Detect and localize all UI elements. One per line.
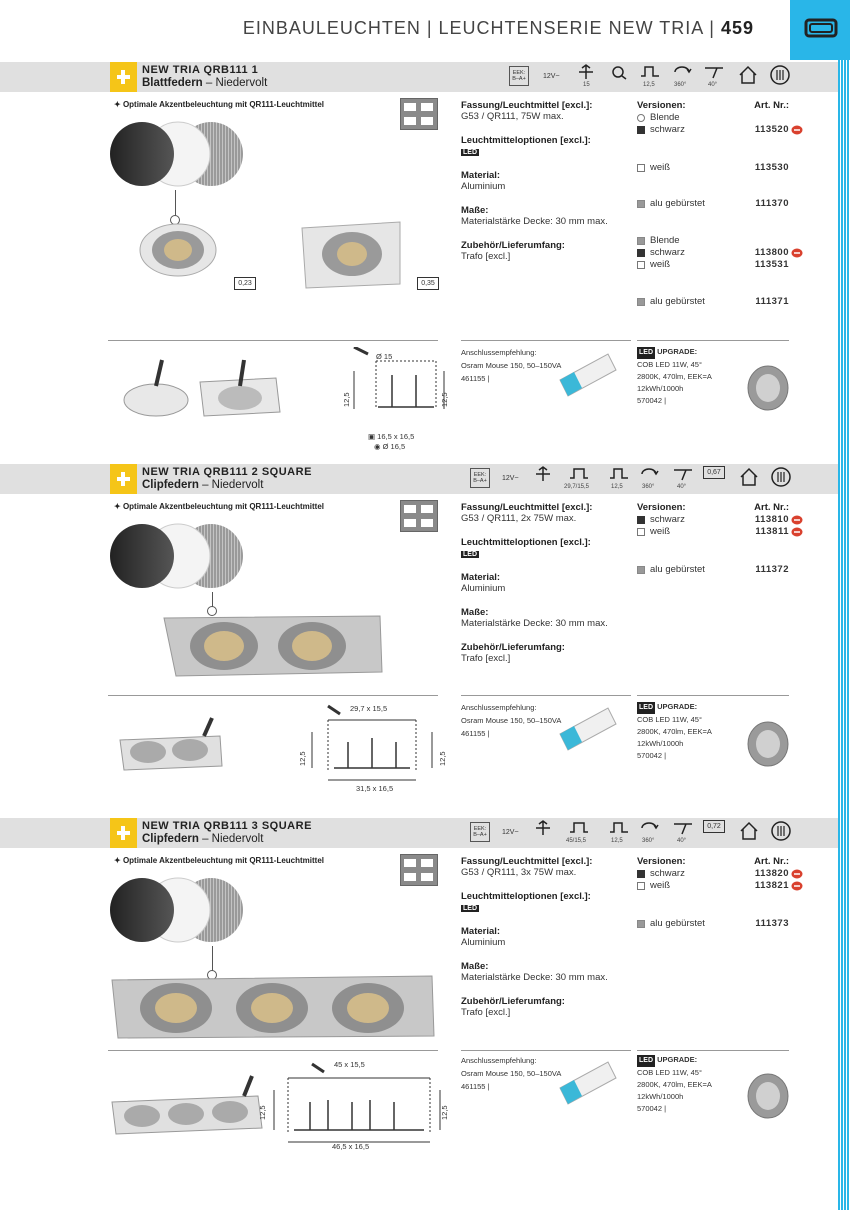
spec-label-options: Leuchtmitteloptionen [excl.]: bbox=[461, 891, 591, 902]
swatch-connector bbox=[212, 946, 213, 972]
property-icons bbox=[466, 820, 806, 846]
versions-table bbox=[637, 856, 807, 976]
spec-label-fassung: Fassung/Leuchtmittel [excl.]: bbox=[461, 856, 593, 867]
spec-value-material: Aluminium bbox=[461, 583, 506, 594]
new-product-icon bbox=[791, 515, 803, 525]
page-number: 459 bbox=[720, 18, 754, 38]
mounting-images bbox=[116, 352, 288, 420]
dim-height-left: 12,5 bbox=[342, 392, 351, 407]
product-title: NEW TRIA QRB111 1 bbox=[142, 64, 259, 76]
dim-size: 46,5 x 16,5 bbox=[332, 1142, 370, 1151]
new-product-icon bbox=[791, 125, 803, 135]
version-row: weiß 113531 bbox=[637, 259, 807, 271]
weight-square: 0,35 bbox=[417, 270, 439, 290]
depth-label: 12,5 bbox=[643, 82, 655, 88]
voltage-label: 12V~ bbox=[543, 73, 560, 80]
page-edge-stripes bbox=[838, 60, 850, 1210]
product-title: NEW TRIA QRB111 2 SQUARE bbox=[142, 466, 312, 478]
transformer-image bbox=[556, 704, 618, 756]
article-header: Art. Nr.: bbox=[754, 502, 789, 513]
energy-class-icon: EEK: B–A+ bbox=[470, 468, 490, 488]
product-title: NEW TRIA QRB111 3 SQUARE bbox=[142, 820, 312, 832]
feature-text: ✦ Optimale Akzentbeleuchtung mit QR111-Leuchtmittel bbox=[114, 100, 325, 109]
spec-label-masse: Maße: bbox=[461, 205, 489, 216]
feature-text: ✦ Optimale Akzentbeleuchtung mit QR111-Leuchtmittel bbox=[114, 502, 325, 511]
led-badge: LED bbox=[463, 905, 477, 912]
spec-value-fassung: G53 / QR111, 75W max. bbox=[461, 111, 564, 122]
spec-value-fassung: G53 / QR111, 2x 75W max. bbox=[461, 513, 577, 524]
transformer-recommendation: Anschlussempfehlung: Osram Mouse 150, 50–150VA 461155 | bbox=[461, 348, 562, 383]
protection-class-icon bbox=[768, 820, 794, 846]
product-section-2 bbox=[0, 464, 838, 814]
transformer-recommendation: Anschlussempfehlung: Osram Mouse 150, 50–150VA 461155 | bbox=[461, 703, 562, 738]
version-row: weiß 113530 bbox=[637, 162, 807, 174]
version-row: alu gebürstet 111370 bbox=[637, 198, 807, 210]
plus-icon bbox=[110, 464, 137, 494]
color-swatches bbox=[108, 120, 248, 190]
versions-header: Versionen: bbox=[637, 100, 686, 111]
transformer-recommendation: Anschlussempfehlung: Osram Mouse 150, 50–150VA 461155 | bbox=[461, 1056, 562, 1091]
article-header: Art. Nr.: bbox=[754, 856, 789, 867]
plus-icon bbox=[110, 818, 137, 848]
product-subtitle: Clipfedern – Niedervolt bbox=[142, 833, 264, 845]
led-lamp-image bbox=[744, 720, 792, 768]
led-upgrade: LED UPGRADE: COB LED 11W, 45° 2800K, 470lm, EEK=A 12kWh/1000h 570042 | bbox=[637, 347, 712, 405]
spec-block bbox=[461, 100, 631, 262]
dim-height-left: 12,5 bbox=[258, 1105, 267, 1120]
spec-value-masse: Materialstärke Decke: 30 mm max. bbox=[461, 216, 608, 227]
spec-label-zubehoer: Zubehör/Lieferumfang: bbox=[461, 996, 565, 1007]
lamp-type-icons bbox=[400, 500, 438, 532]
spec-label-options: Leuchtmitteloptionen [excl.]: bbox=[461, 135, 591, 146]
spec-block bbox=[461, 856, 631, 1018]
dim-cutout: 45 x 15,5 bbox=[334, 1060, 365, 1069]
version-row: weiß 113821 bbox=[637, 880, 807, 892]
cutout-size-icon bbox=[530, 820, 556, 846]
dimension-drawing bbox=[254, 1060, 450, 1144]
spec-value-material: Aluminium bbox=[461, 181, 506, 192]
led-badge: LED bbox=[463, 149, 477, 156]
led-lamp-image bbox=[744, 1072, 792, 1120]
new-product-icon bbox=[791, 869, 803, 879]
version-row: alu gebürstet 111372 bbox=[637, 564, 807, 576]
spec-label-zubehoer: Zubehör/Lieferumfang: bbox=[461, 642, 565, 653]
dim-size-square: ▣ 16,5 x 16,5 bbox=[368, 432, 415, 441]
lamp-type-icons bbox=[400, 98, 438, 130]
version-row: alu gebürstet 111373 bbox=[637, 918, 807, 930]
product-subtitle: Clipfedern – Niedervolt bbox=[142, 479, 264, 491]
versions-header: Versionen: bbox=[637, 502, 686, 513]
swivel-label: 360° bbox=[642, 484, 655, 490]
product-section-3 bbox=[0, 818, 838, 1168]
cutout-label: 45/15,5 bbox=[566, 838, 587, 844]
spec-label-zubehoer: Zubehör/Lieferumfang: bbox=[461, 240, 565, 251]
cutout-label: 15 bbox=[583, 82, 590, 88]
divider bbox=[461, 340, 631, 341]
dim-cutout: 29,7 x 15,5 bbox=[350, 704, 388, 713]
divider bbox=[108, 695, 438, 696]
new-product-icon bbox=[791, 881, 803, 891]
cutout-size-icon bbox=[530, 466, 556, 492]
round-fixture-image bbox=[138, 220, 218, 278]
transformer-image bbox=[556, 350, 618, 402]
spec-label-material: Material: bbox=[461, 170, 501, 181]
tilt-label: 40° bbox=[708, 82, 718, 88]
protection-class-icon bbox=[767, 64, 793, 90]
led-upgrade: LED UPGRADE: COB LED 11W, 45° 2800K, 470lm, EEK=A 12kWh/1000h 570042 | bbox=[637, 1055, 712, 1113]
spec-label-material: Material: bbox=[461, 572, 501, 583]
feature-text: ✦ Optimale Akzentbeleuchtung mit QR111-Leuchtmittel bbox=[114, 856, 325, 865]
led-badge: LED bbox=[463, 551, 477, 558]
spec-label-fassung: Fassung/Leuchtmittel [excl.]: bbox=[461, 100, 593, 111]
led-badge: LED bbox=[637, 1055, 655, 1067]
transformer-image bbox=[556, 1058, 618, 1110]
indoor-house-icon bbox=[736, 466, 762, 492]
indoor-house-icon bbox=[735, 64, 761, 90]
divider bbox=[637, 695, 789, 696]
new-product-icon bbox=[791, 248, 803, 258]
version-row: schwarz 113820 bbox=[637, 868, 807, 880]
version-row: Blende bbox=[637, 235, 807, 247]
led-lamp-image bbox=[744, 364, 792, 412]
voltage-label: 12V~ bbox=[502, 829, 519, 836]
voltage-label: 12V~ bbox=[502, 475, 519, 482]
downlight-icon bbox=[804, 14, 838, 44]
dim-cutout: Ø 15 bbox=[376, 352, 393, 361]
protection-class-icon bbox=[768, 466, 794, 492]
new-product-icon bbox=[791, 527, 803, 537]
dim-height-left: 12,5 bbox=[298, 751, 307, 766]
tilt-label: 40° bbox=[677, 484, 687, 490]
spec-label-fassung: Fassung/Leuchtmittel [excl.]: bbox=[461, 502, 593, 513]
divider bbox=[108, 340, 438, 341]
weight-icon: 0,67 bbox=[703, 459, 725, 479]
triple-fixture-image bbox=[110, 974, 436, 1040]
depth-label: 12,5 bbox=[611, 838, 623, 844]
version-row: weiß 113811 bbox=[637, 526, 807, 538]
led-badge: LED bbox=[637, 702, 655, 714]
dimension-drawing bbox=[340, 347, 450, 417]
dim-height-right: 12,5 bbox=[440, 1105, 449, 1120]
depth-label: 12,5 bbox=[611, 484, 623, 490]
version-row: schwarz 113520 bbox=[637, 124, 807, 136]
dim-height-right: 12,5 bbox=[440, 392, 449, 407]
divider bbox=[637, 340, 789, 341]
product-section-1 bbox=[0, 62, 838, 452]
dim-size-round: ◉ Ø 16,5 bbox=[374, 442, 406, 451]
led-badge: LED bbox=[637, 347, 655, 359]
weight-round: 0,23 bbox=[234, 270, 256, 290]
energy-class-icon: EEK: B–A+ bbox=[509, 66, 529, 86]
spec-value-masse: Materialstärke Decke: 30 mm max. bbox=[461, 972, 608, 983]
header-title-text: EINBAULEUCHTEN | LEUCHTENSERIE NEW TRIA | bbox=[242, 18, 715, 38]
divider bbox=[461, 1050, 631, 1051]
swivel-label: 360° bbox=[674, 82, 687, 88]
version-row: schwarz 113810 bbox=[637, 514, 807, 526]
lamp-type-icons bbox=[400, 854, 438, 886]
plus-icon bbox=[110, 62, 137, 92]
mounting-image bbox=[116, 714, 226, 774]
weight-icon: 0,72 bbox=[703, 813, 725, 833]
color-swatches bbox=[108, 522, 248, 592]
led-upgrade: LED UPGRADE: COB LED 11W, 45° 2800K, 470lm, EEK=A 12kWh/1000h 570042 | bbox=[637, 702, 712, 760]
versions-table bbox=[637, 502, 807, 622]
page-title bbox=[243, 18, 754, 39]
versions-header: Versionen: bbox=[637, 856, 686, 867]
spec-block bbox=[461, 502, 631, 664]
version-row: Blende bbox=[637, 112, 807, 124]
property-icons bbox=[466, 466, 806, 492]
tilt-label: 40° bbox=[677, 838, 687, 844]
spec-value-material: Aluminium bbox=[461, 937, 506, 948]
swivel-label: 360° bbox=[642, 838, 655, 844]
color-swatches bbox=[108, 876, 248, 946]
product-subtitle: Blattfedern – Niedervolt bbox=[142, 77, 268, 89]
spec-label-material: Material: bbox=[461, 926, 501, 937]
divider bbox=[637, 1050, 789, 1051]
spec-label-masse: Maße: bbox=[461, 607, 489, 618]
energy-class-icon: EEK: B–A+ bbox=[470, 822, 490, 842]
property-icons bbox=[505, 64, 805, 90]
spec-value-zubehoer: Trafo [excl.] bbox=[461, 653, 511, 664]
spec-value-zubehoer: Trafo [excl.] bbox=[461, 1007, 511, 1018]
divider bbox=[108, 1050, 438, 1051]
version-row: alu gebürstet 111371 bbox=[637, 296, 807, 308]
spec-value-masse: Materialstärke Decke: 30 mm max. bbox=[461, 618, 608, 629]
rotation-icon bbox=[605, 64, 631, 90]
dim-size: 31,5 x 16,5 bbox=[356, 784, 394, 793]
mounting-image bbox=[108, 1072, 268, 1138]
dimension-drawing bbox=[298, 702, 448, 782]
spec-value-fassung: G53 / QR111, 3x 75W max. bbox=[461, 867, 577, 878]
versions-table bbox=[637, 100, 807, 320]
cutout-label: 29,7/15,5 bbox=[564, 484, 590, 490]
category-tab bbox=[790, 0, 850, 60]
dim-height-right: 12,5 bbox=[438, 751, 447, 766]
double-fixture-image bbox=[162, 614, 384, 678]
version-row: schwarz 113800 bbox=[637, 247, 807, 259]
spec-label-masse: Maße: bbox=[461, 961, 489, 972]
article-header: Art. Nr.: bbox=[754, 100, 789, 111]
spec-value-zubehoer: Trafo [excl.] bbox=[461, 251, 511, 262]
page-header bbox=[0, 0, 850, 62]
indoor-house-icon bbox=[736, 820, 762, 846]
square-fixture-image bbox=[300, 220, 404, 290]
divider bbox=[461, 695, 631, 696]
spec-label-options: Leuchtmitteloptionen [excl.]: bbox=[461, 537, 591, 548]
